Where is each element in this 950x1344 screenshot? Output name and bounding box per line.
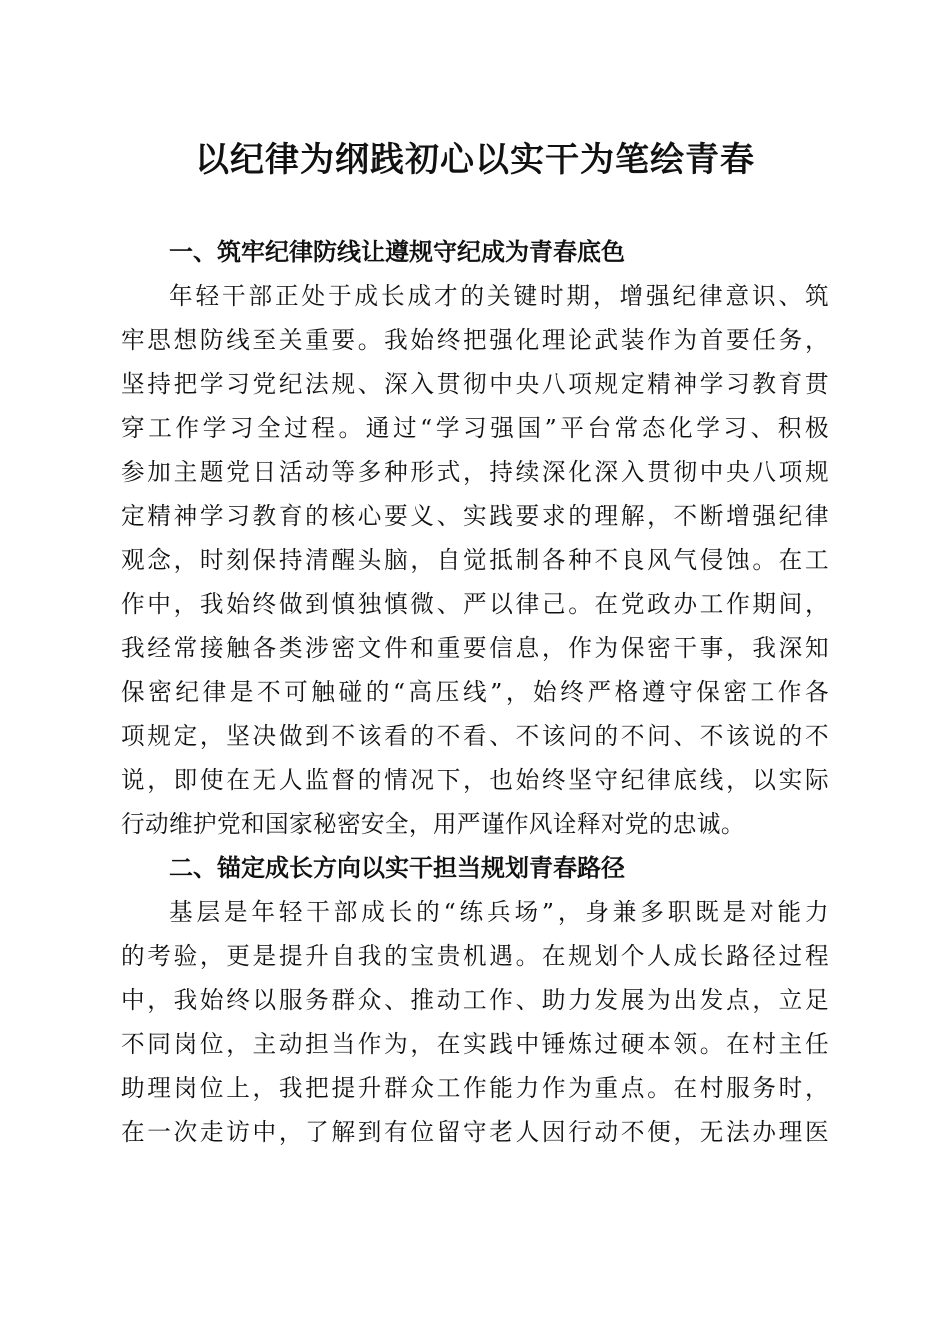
paragraph-line: 项规定，坚决做到不该看的不看、不该问的不问、不该说的不	[121, 722, 829, 750]
paragraph-line: 助理岗位上，我把提升群众工作能力作为重点。在村服务时，	[121, 1074, 829, 1102]
paragraph-line: 不同岗位，主动担当作为，在实践中锤炼过硬本领。在村主任	[121, 1030, 829, 1058]
section-paragraph	[121, 274, 829, 846]
paragraph-line: 作中，我始终做到慎独慎微、严以律己。在党政办工作期间，	[121, 590, 829, 618]
section-heading: 二、锚定成长方向以实干担当规划青春路径	[169, 854, 625, 882]
document-body	[121, 230, 829, 1154]
paragraph-line: 行动维护党和国家秘密安全，用严谨作风诠释对党的忠诚。	[121, 810, 745, 838]
paragraph-line: 定精神学习教育的核心要义、实践要求的理解，不断增强纪律	[121, 502, 829, 530]
paragraph-line: 我经常接触各类涉密文件和重要信息，作为保密干事，我深知	[121, 634, 829, 662]
paragraph-line: 坚持把学习党纪法规、深入贯彻中央八项规定精神学习教育贯	[121, 370, 829, 398]
section-paragraph	[121, 890, 829, 1154]
paragraph-line: 参加主题党日活动等多种形式，持续深化深入贯彻中央八项规	[121, 458, 829, 486]
paragraph-line: 保密纪律是不可触碰的“高压线”，始终严格遵守保密工作各	[121, 678, 829, 706]
paragraph-line: 观念，时刻保持清醒头脑，自觉抵制各种不良风气侵蚀。在工	[121, 546, 829, 574]
section-heading: 一、筑牢纪律防线让遵规守纪成为青春底色	[169, 238, 625, 266]
paragraph-line: 的考验，更是提升自我的宝贵机遇。在规划个人成长路径过程	[121, 942, 829, 970]
paragraph-line: 年轻干部正处于成长成才的关键时期，增强纪律意识、筑	[169, 282, 829, 310]
paragraph-line: 牢思想防线至关重要。我始终把强化理论武装作为首要任务，	[121, 326, 829, 354]
paragraph-line: 说，即使在无人监督的情况下，也始终坚守纪律底线，以实际	[121, 766, 829, 794]
paragraph-line: 在一次走访中，了解到有位留守老人因行动不便，无法办理医	[121, 1118, 829, 1146]
paragraph-line: 基层是年轻干部成长的“练兵场”，身兼多职既是对能力	[169, 898, 829, 926]
paragraph-line: 穿工作学习全过程。通过“学习强国”平台常态化学习、积极	[121, 414, 829, 442]
paragraph-line: 中，我始终以服务群众、推动工作、助力发展为出发点，立足	[121, 986, 829, 1014]
document-title: 以纪律为纲践初心以实干为笔绘青春	[195, 140, 755, 180]
